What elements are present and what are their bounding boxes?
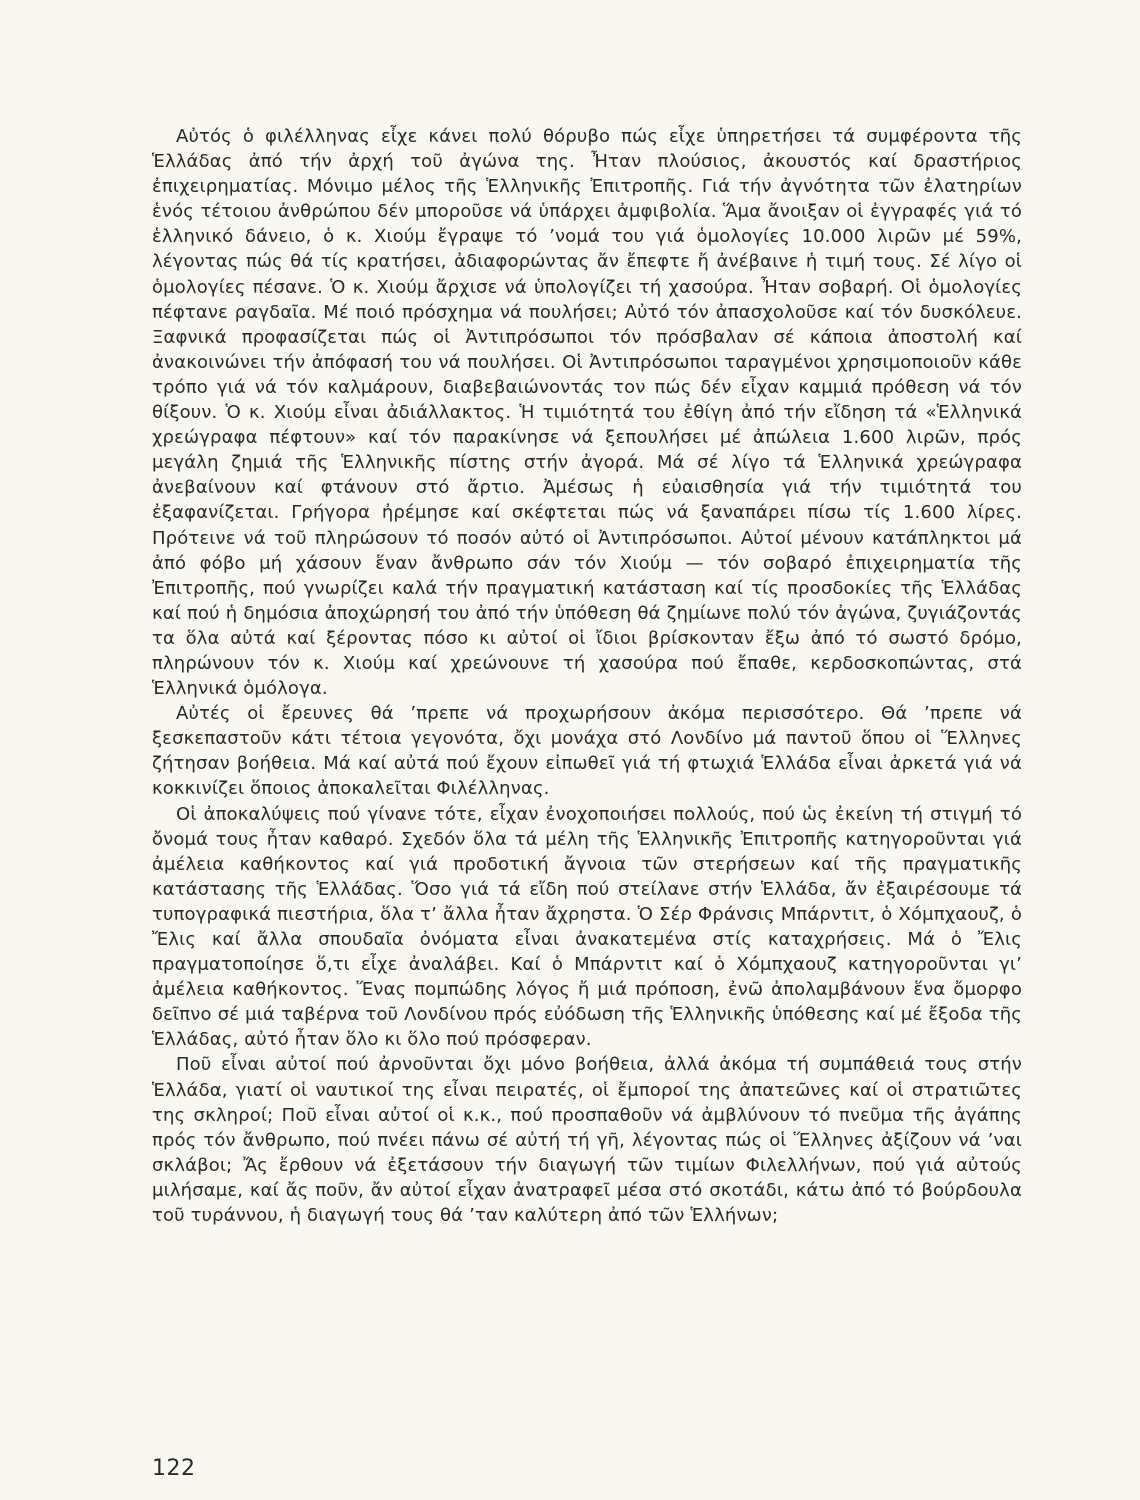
page-number: 122 bbox=[152, 1456, 196, 1481]
paragraph: Αὐτός ὁ φιλέλληνας εἶχε κάνει πολύ θόρυβο πώς εἶχε ὑπηρετήσει τά συμφέροντα τῆς Ἑλλάδας ἀπό τήν ἀρχή τοῦ ἀγώνα της. Ἦταν πλούσιος, ἀκουστός καί δραστήριος ἐπιχειρηματίας. Μόνιμο μέλος τῆς Ἑλληνικῆς Ἐπιτροπῆς. Γιά τήν ἀγνότητα τῶν ἐλατηρίων ἑνός τέτοιου ἀνθρώπου δέν μποροῦσε νά ὑπάρχει ἀμφιβολία. Ἅμα ἄνοιξαν οἱ ἐγγραφές γιά τό ἑλληνικό δάνειο, ὁ κ. Χιούμ ἔγραψε τό ’νομά του γιά ὁμολογίες 10.000 λιρῶν μέ 59%, λέγοντας πώς θά τίς κρατήσει, ἀδιαφορώντας ἄν ἔπεφτε ἤ ἀνέβαινε ἡ τιμή τους. Σέ λίγο οἱ ὁμολογίες πέσανε. Ὁ κ. Χιούμ ἄρχισε νά ὑπολογίζει τή χασούρα. Ἦταν σοβαρή. Οἱ ὁμολογίες πέφτανε ραγδαῖα. Μέ ποιό πρόσχημα νά πουλήσει; Αὐτό τόν ἀπασχολοῦσε καί τόν δυσκόλευε. Ξαφνικά προφασίζεται πώς οἱ Ἀντιπρόσωποι τόν πρόσβαλαν σέ κάποια ἀποστολή καί ἀνακοινώνει τήν ἀπόφασή του νά πουλήσει. Οἱ Ἀντιπρόσωποι ταραγμένοι χρησιμοποιοῦν κάθε τρόπο γιά νά τόν καλμάρουν, διαβεβαιώνοντάς τον πώς δέν εἶχαν καμμιά πρόθεση νά τόν θίξουν. Ὁ κ. Χιούμ εἶναι ἀδιάλλακτος. Ἡ τιμιότητά του ἐθίγη ἀπό τήν εἴδηση τά «Ἑλληνικά χρεώγραφα πέφτουν» καί τόν παρακίνησε νά ξεπουλήσει μέ ἀπώλεια 1.600 λιρῶν, πρός μεγάλη ζημιά τῆς Ἑλληνικῆς πίστης στήν ἀγορά. Μά σέ λίγο τά Ἑλληνικά χρεώγραφα ἀνεβαίνουν καί φτάνουν στό ἄρτιο. Ἀμέσως ἡ εὐαισθησία γιά τήν τιμιότητά του ἐξαφανίζεται. Γρήγορα ἠρέμησε καί σκέφτεται πώς νά ξαναπάρει πίσω τίς 1.600 λίρες. Πρότεινε νά τοῦ πληρώσουν τό ποσόν αὐτό οἱ Ἀντιπρόσωποι. Αὐτοί μένουν κατάπληκτοι μά ἀπό φόβο μή χάσουν ἕναν ἄνθρωπο σάν τόν Χιούμ — τόν σοβαρό ἐπιχειρηματία τῆς Ἐπιτροπῆς, πού γνωρίζει καλά τήν πραγματική κατάσταση καί τίς προσδοκίες τῆς Ἑλλάδας καί πού ἡ δημόσια ἀποχώρησή του ἀπό τήν ὑπόθεση θά ζημίωνε πολύ τόν ἀγώνα, ζυγιάζοντάς τα ὅλα αὐτά καί ξέροντας πόσο κι αὐτοί οἱ ἴδιοι βρίσκονταν ἔξω ἀπό τό σωστό δρόμο, πληρώνουν τόν κ. Χιούμ καί χρεώνουνε τή χασούρα πού ἔπαθε, κερδοσκοπώντας, στά Ἑλληνικά ὁμόλογα. bbox=[152, 126, 1022, 700]
paragraph: Ποῦ εἶναι αὐτοί πού ἀρνοῦνται ὄχι μόνο βοήθεια, ἀλλά ἀκόμα τή συμπάθειά τους στήν Ἑλλάδα, γιατί οἱ ναυτικοί της εἶναι πειρατές, οἱ ἔμποροί της ἀπατεῶνες καί οἱ στρατιῶτες της σκληροί; Ποῦ εἶναι αὐτοί οἱ κ.κ., πού προσπαθοῦν νά ἀμβλύνουν τό πνεῦμα τῆς ἀγάπης πρός τόν ἄνθρωπο, πού πνέει πάνω σέ αὐτή τή γῆ, λέγοντας πώς οἱ Ἕλληνες ἀξίζουν νά ’ναι σκλάβοι; Ἄς ἔρθουν νά ἐξετάσουν τήν διαγωγή τῶν τιμίων Φιλελλήνων, πού γιά αὐτούς μιλήσαμε, καί ἄς ποῦν, ἄν αὐτοί εἶχαν ἀνατραφεῖ μέσα στό σκοτάδι, κάτω ἀπό τό βούρδουλα τοῦ τυράννου, ἡ διαγωγή τους θά ’ταν καλύτερη ἀπό τῶν Ἑλλήνων; bbox=[152, 1054, 1022, 1227]
body-text bbox=[152, 124, 1022, 1228]
paragraph: Οἱ ἀποκαλύψεις πού γίνανε τότε, εἶχαν ἐνοχοποιήσει πολλούς, πού ὡς ἐκείνη τή στιγμή τό ὄνομά τους ἦταν καθαρό. Σχεδόν ὅλα τά μέλη τῆς Ἑλληνικῆς Ἐπιτροπῆς κατηγοροῦνται γιά ἀμέλεια καθήκοντος καί γιά προδοτική ἄγνοια τῶν στερήσεων καί τῆς πραγματικῆς κατάστασης τῆς Ἑλλάδας. Ὅσο γιά τά εἴδη πού στείλανε στήν Ἑλλάδα, ἄν ἐξαιρέσουμε τά τυπογραφικά πιεστήρια, ὅλα τ’ ἄλλα ἦταν ἄχρηστα. Ὁ Σέρ Φράνσις Μπάρντιτ, ὁ Χόμπχαουζ, ὁ Ἔλις καί ἄλλα σπουδαῖα ὀνόματα εἶναι ἀνακατεμένα στίς καταχρήσεις. Μά ὁ Ἔλις πραγματοποίησε ὅ,τι εἶχε ἀναλάβει. Καί ὁ Μπάρντιτ καί ὁ Χόμπχαουζ κατηγοροῦνται γι’ ἀμέλεια καθήκοντος. Ἕνας πομπώδης λόγος ἤ μιά πρόποση, ἐνῶ ἀπολαμβάνουν ἕνα ὄμορφο δεῖπνο σέ μιά ταβέρνα τοῦ Λονδίνου πρός εὐόδωση τῆς Ἑλληνικῆς ὑπόθεσης καί μέ ἔξοδα τῆς Ἑλλάδας, αὐτό ἦταν ὅλο κι ὅλο πού πρόσφεραν. bbox=[152, 803, 1022, 1051]
paragraph: Αὐτές οἱ ἔρευνες θά ’πρεπε νά προχωρήσουν ἀκόμα περισσότερο. Θά ’πρεπε νά ξεσκεπαστοῦν κάτι τέτοια γεγονότα, ὄχι μονάχα στό Λονδίνο μά παντοῦ ὅπου οἱ Ἕλληνες ζήτησαν βοήθεια. Μά καί αὐτά πού ἔχουν εἰπωθεῖ γιά τή φτωχιά Ἑλλάδα εἶναι ἀρκετά γιά νά κοκκινίζει ὅποιος ἀποκαλεῖται Φιλέλληνας. bbox=[152, 703, 1022, 800]
